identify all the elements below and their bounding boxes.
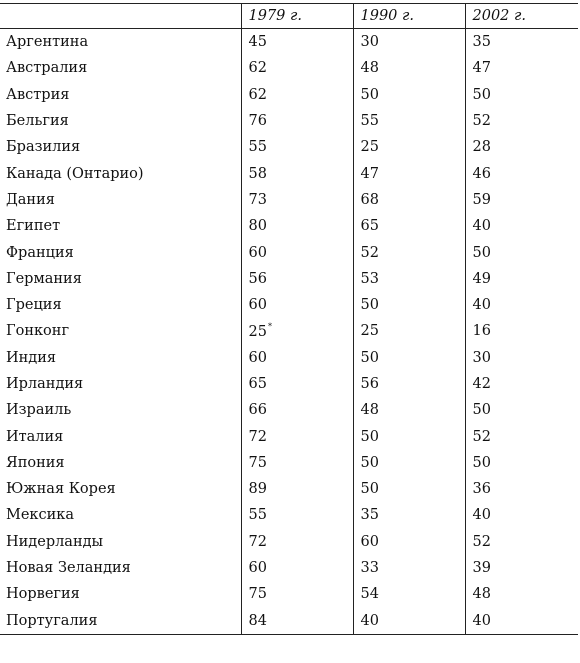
footnote-marker: * bbox=[267, 322, 272, 332]
value-1979-cell bbox=[241, 555, 353, 581]
value-1979-cell-text: 60 bbox=[248, 244, 267, 261]
value-2002-cell-text: 48 bbox=[472, 586, 491, 603]
country-cell bbox=[0, 608, 241, 635]
value-1990-cell-text: 35 bbox=[360, 507, 379, 524]
country-cell bbox=[0, 239, 241, 265]
country-cell-text: Португалия bbox=[6, 612, 98, 629]
table-row bbox=[0, 82, 578, 108]
value-1990-cell bbox=[353, 450, 465, 476]
value-2002-cell bbox=[465, 266, 578, 292]
value-2002-cell-text: 16 bbox=[472, 323, 491, 340]
value-2002-cell-text: 40 bbox=[472, 507, 491, 524]
value-1979-cell bbox=[241, 529, 353, 555]
table-row bbox=[0, 450, 578, 476]
value-2002-cell bbox=[465, 108, 578, 134]
country-cell-text: Мексика bbox=[6, 507, 74, 524]
value-2002-cell bbox=[465, 82, 578, 108]
value-1979-cell-text: 55 bbox=[248, 139, 267, 156]
value-1979-cell bbox=[241, 581, 353, 607]
value-1990-cell-text: 25 bbox=[360, 139, 379, 156]
value-1990-cell bbox=[353, 555, 465, 581]
value-1990-cell bbox=[353, 292, 465, 318]
value-1990-cell-text: 65 bbox=[360, 218, 379, 235]
country-cell bbox=[0, 555, 241, 581]
value-2002-cell-text: 50 bbox=[472, 454, 491, 471]
value-1979-cell-text: 60 bbox=[248, 297, 267, 314]
country-cell-text: Италия bbox=[6, 428, 64, 445]
value-1990-cell bbox=[353, 187, 465, 213]
table-row bbox=[0, 213, 578, 239]
value-2002-cell bbox=[465, 502, 578, 528]
country-cell-text: Бельгия bbox=[6, 113, 69, 130]
value-1990-cell bbox=[353, 108, 465, 134]
value-1990-cell bbox=[353, 266, 465, 292]
country-cell-text: Аргентина bbox=[6, 34, 89, 51]
value-1979-cell-text: 75 bbox=[248, 586, 267, 603]
country-cell bbox=[0, 345, 241, 371]
value-1979-cell bbox=[241, 82, 353, 108]
value-2002-cell-text: 28 bbox=[472, 139, 491, 156]
value-1979-cell-text: 58 bbox=[248, 165, 267, 182]
value-2002-cell bbox=[465, 555, 578, 581]
value-1979-cell-text: 66 bbox=[248, 402, 267, 419]
table-row bbox=[0, 608, 578, 635]
table-header-row bbox=[0, 4, 578, 29]
value-1979-cell-text: 25 bbox=[248, 324, 267, 341]
value-1979-cell bbox=[241, 608, 353, 635]
value-1990-cell bbox=[353, 581, 465, 607]
value-1990-cell bbox=[353, 213, 465, 239]
country-cell bbox=[0, 502, 241, 528]
value-2002-cell bbox=[465, 134, 578, 160]
value-1979-cell-text: 84 bbox=[248, 612, 267, 629]
country-cell bbox=[0, 187, 241, 213]
value-2002-cell bbox=[465, 423, 578, 449]
country-cell bbox=[0, 292, 241, 318]
value-1990-cell bbox=[353, 502, 465, 528]
value-1979-cell bbox=[241, 29, 353, 56]
value-1979-cell-text: 62 bbox=[248, 60, 267, 77]
country-cell-text: Германия bbox=[6, 270, 82, 287]
value-2002-cell bbox=[465, 529, 578, 555]
value-1979-cell bbox=[241, 108, 353, 134]
value-1990-cell bbox=[353, 29, 465, 56]
value-2002-cell-text: 50 bbox=[472, 402, 491, 419]
table-body bbox=[0, 29, 578, 635]
value-1990-cell bbox=[353, 608, 465, 635]
value-1979-cell-text: 62 bbox=[248, 86, 267, 103]
value-2002-cell bbox=[465, 160, 578, 186]
table-row bbox=[0, 423, 578, 449]
table-row bbox=[0, 529, 578, 555]
value-2002-cell-text: 47 bbox=[472, 60, 491, 77]
value-1979-cell bbox=[241, 160, 353, 186]
header-1979: 1979 г. bbox=[241, 4, 353, 29]
value-1979-cell-text: 72 bbox=[248, 428, 267, 445]
country-cell-text: Австралия bbox=[6, 60, 88, 77]
value-2002-cell-text: 46 bbox=[472, 165, 491, 182]
table-row bbox=[0, 371, 578, 397]
country-cell bbox=[0, 476, 241, 502]
value-1990-cell-text: 56 bbox=[360, 376, 379, 392]
country-cell-text: Южная Корея bbox=[6, 481, 116, 498]
country-cell-text: Канада (Онтарио) bbox=[6, 165, 144, 182]
value-2002-cell bbox=[465, 371, 578, 397]
value-2002-cell-text: 49 bbox=[472, 270, 491, 287]
country-cell bbox=[0, 423, 241, 449]
table-row bbox=[0, 160, 578, 186]
value-1990-cell bbox=[353, 345, 465, 371]
value-1979-cell-text: 76 bbox=[248, 113, 267, 130]
value-1979-cell bbox=[241, 397, 353, 423]
value-2002-cell bbox=[465, 187, 578, 213]
country-cell-text: Бразилия bbox=[6, 139, 81, 156]
value-1990-cell-text: 52 bbox=[360, 244, 379, 261]
value-1990-cell bbox=[353, 476, 465, 502]
value-1979-cell-text: 55 bbox=[248, 507, 267, 524]
value-1979-cell-text: 65 bbox=[248, 376, 267, 392]
value-1979-cell-text: 60 bbox=[248, 560, 267, 577]
country-cell-text: Египет bbox=[6, 218, 61, 235]
value-1979-cell-text: 80 bbox=[248, 218, 267, 235]
value-1990-cell-text: 40 bbox=[360, 612, 379, 629]
country-cell-text: Франция bbox=[6, 244, 74, 261]
table-row bbox=[0, 134, 578, 160]
country-cell bbox=[0, 318, 241, 344]
value-2002-cell-text: 50 bbox=[472, 86, 491, 103]
country-cell bbox=[0, 397, 241, 423]
value-1990-cell-text: 48 bbox=[360, 60, 379, 77]
value-1990-cell-text: 53 bbox=[360, 270, 379, 287]
country-cell-text: Дания bbox=[6, 191, 55, 208]
value-1979-cell bbox=[241, 187, 353, 213]
value-1990-cell-text: 50 bbox=[360, 86, 379, 103]
value-1990-cell-text: 33 bbox=[360, 560, 379, 577]
value-2002-cell-text: 36 bbox=[472, 481, 491, 498]
country-cell-text: Норвегия bbox=[6, 586, 80, 603]
header-1990: 1990 г. bbox=[353, 4, 465, 29]
value-2002-cell-text: 52 bbox=[472, 533, 491, 550]
value-2002-cell-text: 40 bbox=[472, 297, 491, 314]
country-cell bbox=[0, 266, 241, 292]
table-row bbox=[0, 55, 578, 81]
value-1979-cell bbox=[241, 371, 353, 397]
value-2002-cell-text: 52 bbox=[472, 113, 491, 130]
value-2002-cell bbox=[465, 318, 578, 344]
value-1990-cell bbox=[353, 55, 465, 81]
value-1990-cell-text: 25 bbox=[360, 323, 379, 340]
value-1979-cell bbox=[241, 239, 353, 265]
table-row bbox=[0, 266, 578, 292]
value-2002-cell bbox=[465, 239, 578, 265]
value-1979-cell bbox=[241, 213, 353, 239]
value-1979-cell bbox=[241, 134, 353, 160]
value-1979-cell-text: 45 bbox=[248, 34, 267, 51]
country-cell bbox=[0, 134, 241, 160]
value-2002-cell bbox=[465, 581, 578, 607]
table-row bbox=[0, 345, 578, 371]
value-1990-cell-text: 68 bbox=[360, 191, 379, 208]
value-1979-cell bbox=[241, 423, 353, 449]
table-row bbox=[0, 397, 578, 423]
tax-rate-table bbox=[0, 3, 578, 635]
table-row bbox=[0, 29, 578, 56]
table-row bbox=[0, 318, 578, 344]
value-1990-cell bbox=[353, 134, 465, 160]
value-1990-cell-text: 50 bbox=[360, 454, 379, 471]
value-2002-cell bbox=[465, 29, 578, 56]
value-1979-cell-text: 60 bbox=[248, 349, 267, 366]
value-2002-cell bbox=[465, 55, 578, 81]
value-1990-cell-text: 54 bbox=[360, 586, 379, 603]
country-cell bbox=[0, 82, 241, 108]
value-1990-cell-text: 50 bbox=[360, 428, 379, 445]
header-2002: 2002 г. bbox=[465, 4, 578, 29]
value-2002-cell-text: 50 bbox=[472, 244, 491, 261]
value-2002-cell-text: 40 bbox=[472, 612, 491, 629]
country-cell-text: Греция bbox=[6, 297, 62, 314]
country-cell-text: Новая Зеландия bbox=[6, 560, 131, 577]
country-cell-text: Нидерланды bbox=[6, 533, 104, 550]
value-2002-cell-text: 40 bbox=[472, 218, 491, 235]
country-cell bbox=[0, 371, 241, 397]
value-1979-cell-text: 73 bbox=[248, 191, 267, 208]
value-2002-cell-text: 42 bbox=[472, 376, 491, 392]
value-1990-cell-text: 60 bbox=[360, 533, 379, 550]
value-1979-cell bbox=[241, 55, 353, 81]
country-cell bbox=[0, 529, 241, 555]
value-1990-cell bbox=[353, 239, 465, 265]
value-1990-cell bbox=[353, 529, 465, 555]
value-1990-cell bbox=[353, 397, 465, 423]
table-row bbox=[0, 108, 578, 134]
value-2002-cell-text: 35 bbox=[472, 34, 491, 51]
value-1990-cell-text: 55 bbox=[360, 113, 379, 130]
table-row bbox=[0, 581, 578, 607]
value-1979-cell bbox=[241, 476, 353, 502]
value-1979-cell bbox=[241, 450, 353, 476]
country-cell-text: Япония bbox=[6, 454, 65, 471]
value-1979-cell-text: 75 bbox=[248, 454, 267, 471]
country-cell-text: Израиль bbox=[6, 402, 72, 419]
value-1990-cell bbox=[353, 82, 465, 108]
value-2002-cell bbox=[465, 608, 578, 635]
value-2002-cell bbox=[465, 476, 578, 502]
country-cell-text: Индия bbox=[6, 349, 57, 366]
value-2002-cell bbox=[465, 345, 578, 371]
value-2002-cell-text: 30 bbox=[472, 349, 491, 366]
value-2002-cell bbox=[465, 397, 578, 423]
country-cell bbox=[0, 55, 241, 81]
value-1979-cell bbox=[241, 266, 353, 292]
country-cell-text: Австрия bbox=[6, 86, 70, 103]
value-1979-cell-text: 72 bbox=[248, 533, 267, 550]
table-row bbox=[0, 292, 578, 318]
table-row bbox=[0, 476, 578, 502]
table-row bbox=[0, 502, 578, 528]
value-1979-cell bbox=[241, 318, 353, 344]
value-2002-cell bbox=[465, 450, 578, 476]
table-row bbox=[0, 239, 578, 265]
value-2002-cell-text: 52 bbox=[472, 428, 491, 445]
header-country bbox=[0, 4, 241, 29]
country-cell bbox=[0, 108, 241, 134]
value-1990-cell-text: 47 bbox=[360, 165, 379, 182]
country-cell bbox=[0, 213, 241, 239]
country-cell-text: Ирландия bbox=[6, 376, 84, 392]
country-cell bbox=[0, 581, 241, 607]
value-1979-cell bbox=[241, 292, 353, 318]
country-cell bbox=[0, 160, 241, 186]
value-2002-cell bbox=[465, 292, 578, 318]
value-1990-cell bbox=[353, 160, 465, 186]
value-2002-cell bbox=[465, 213, 578, 239]
value-1979-cell bbox=[241, 345, 353, 371]
value-1979-cell bbox=[241, 502, 353, 528]
value-1990-cell-text: 30 bbox=[360, 34, 379, 51]
value-1979-cell-text: 89 bbox=[248, 481, 267, 498]
table-row bbox=[0, 187, 578, 213]
value-1979-cell-text: 56 bbox=[248, 270, 267, 287]
value-1990-cell bbox=[353, 371, 465, 397]
value-1990-cell-text: 50 bbox=[360, 297, 379, 314]
table-row bbox=[0, 555, 578, 581]
value-1990-cell bbox=[353, 318, 465, 344]
value-2002-cell-text: 39 bbox=[472, 560, 491, 577]
value-1990-cell-text: 50 bbox=[360, 349, 379, 366]
country-cell-text: Гонконг bbox=[6, 323, 70, 340]
country-cell bbox=[0, 29, 241, 56]
value-1990-cell bbox=[353, 423, 465, 449]
value-1990-cell-text: 50 bbox=[360, 481, 379, 498]
value-2002-cell-text: 59 bbox=[472, 191, 491, 208]
value-1990-cell-text: 48 bbox=[360, 402, 379, 419]
country-cell bbox=[0, 450, 241, 476]
